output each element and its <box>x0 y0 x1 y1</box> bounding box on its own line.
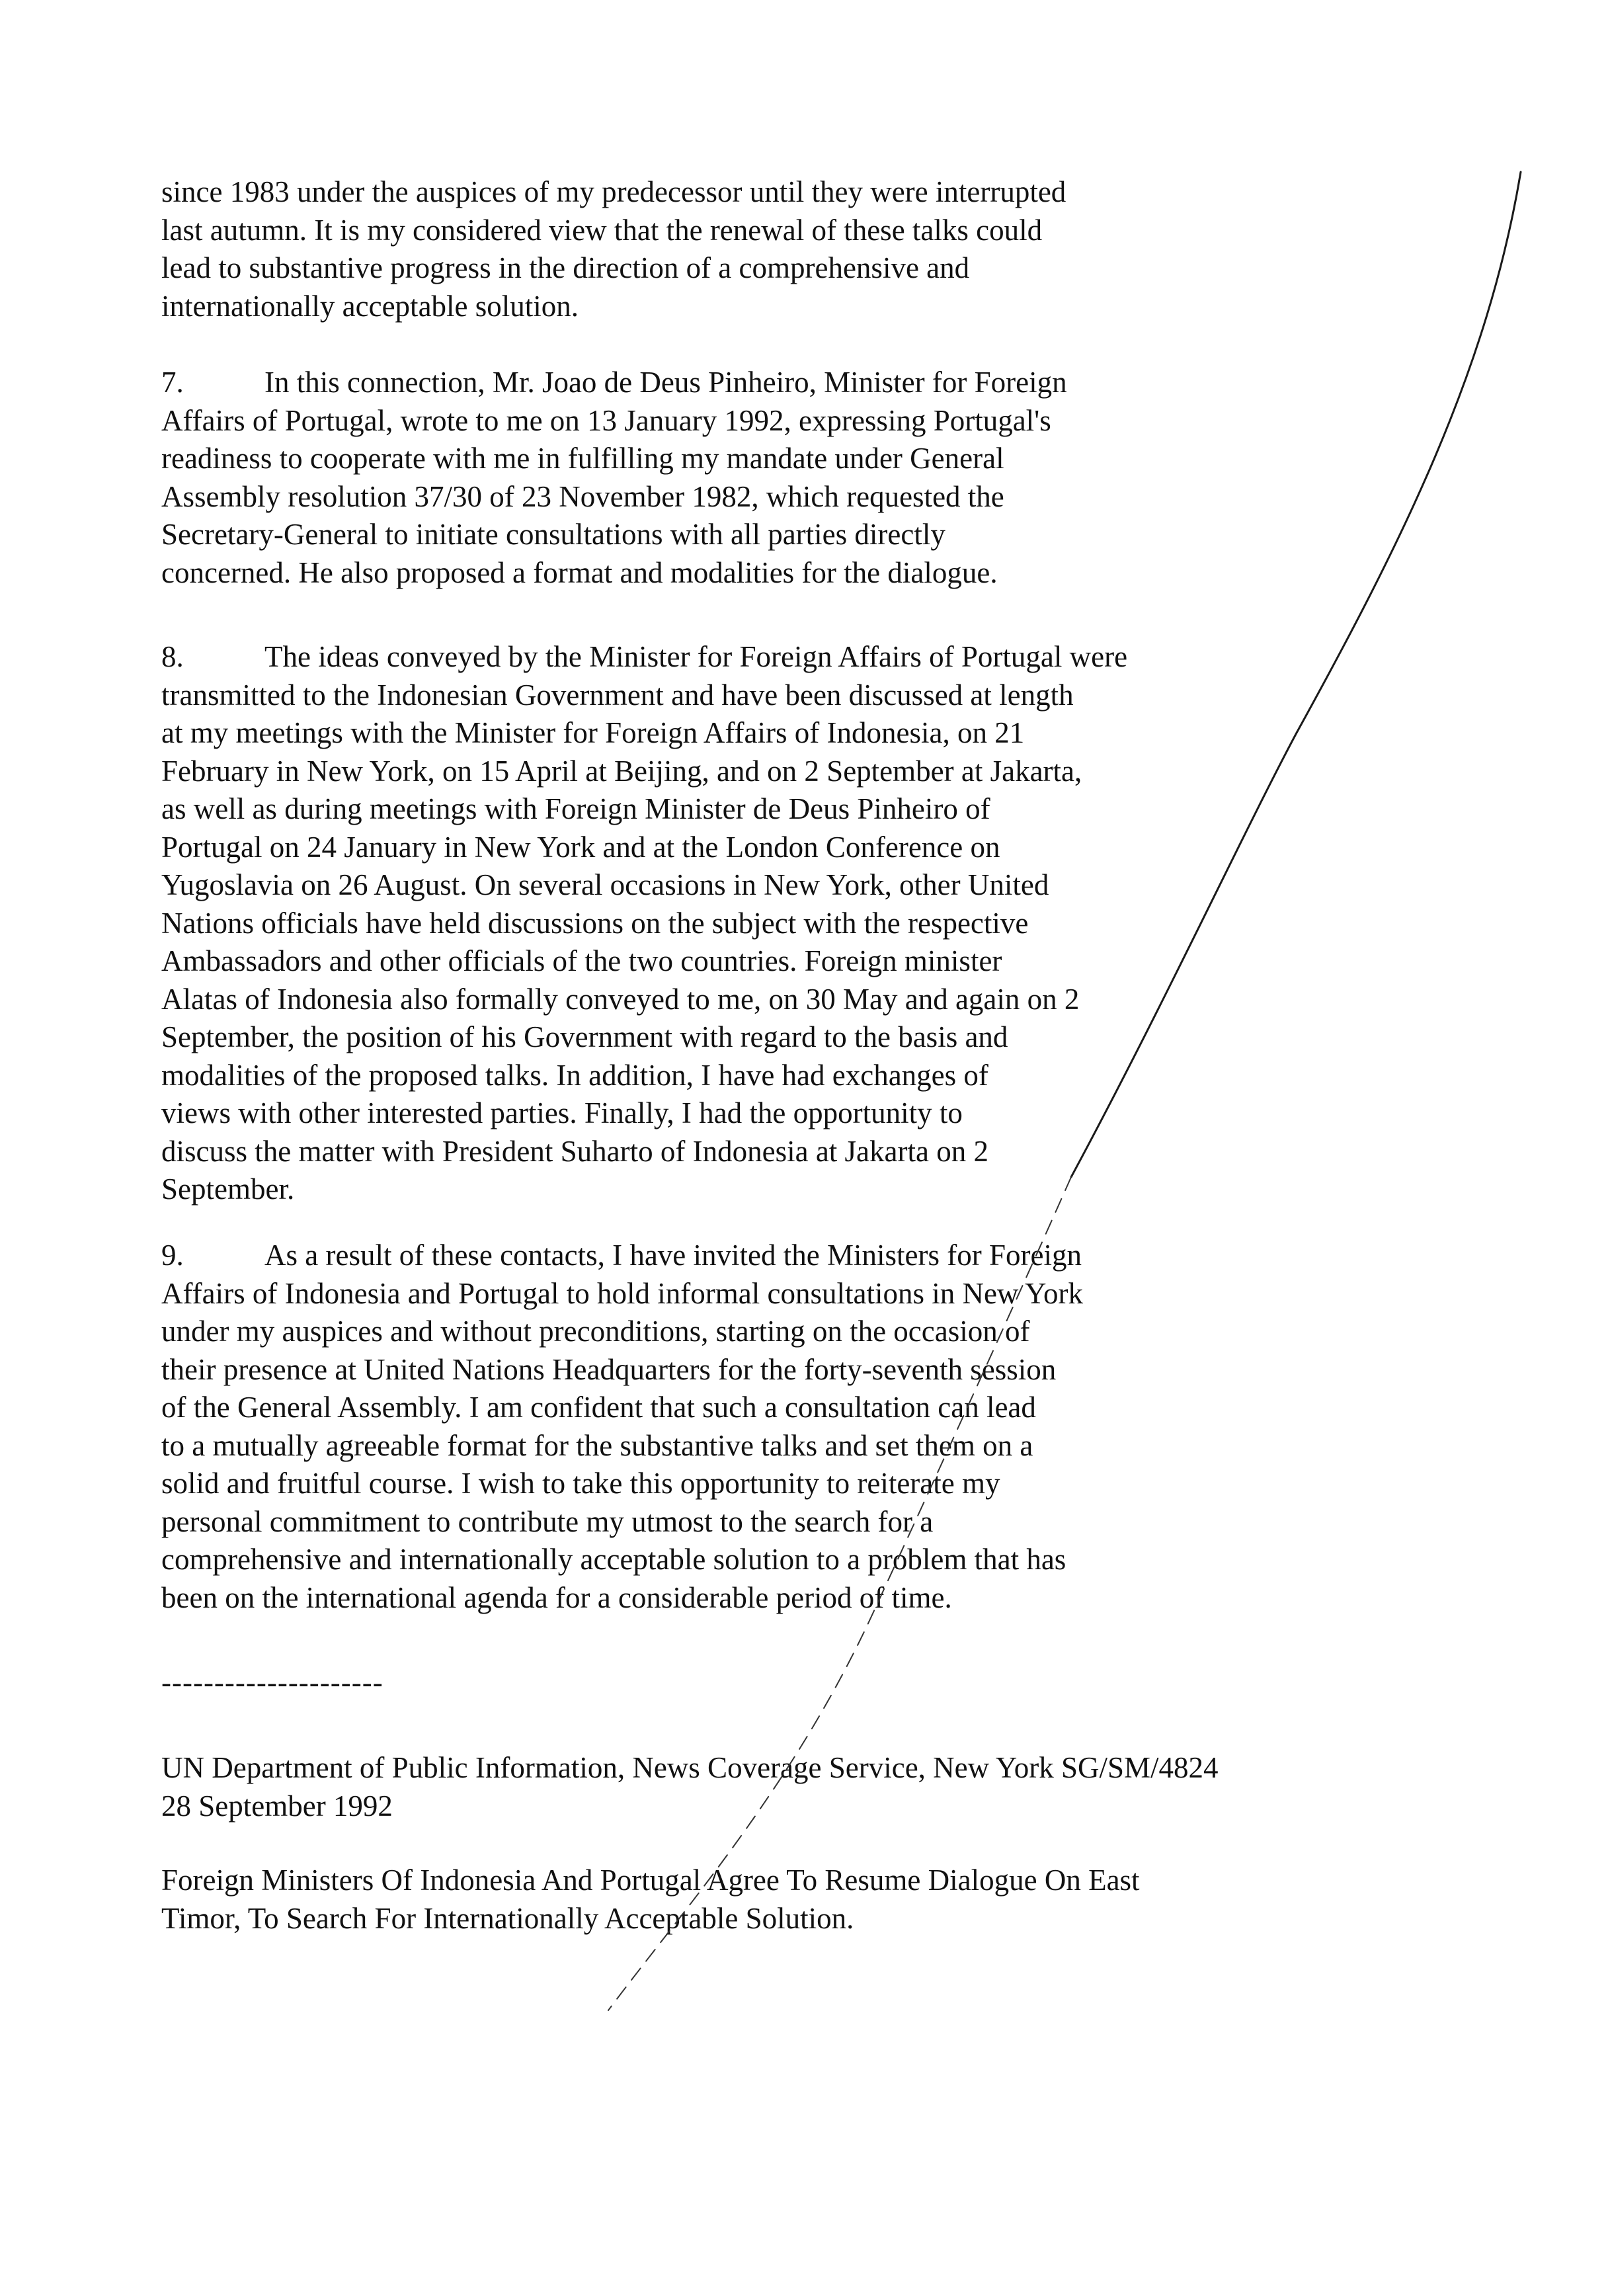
paragraph-line: Secretary-General to initiate consultations with all parties directly <box>161 518 945 551</box>
paragraph-8 <box>161 638 1418 1209</box>
paragraph-9 <box>161 1237 1418 1617</box>
paragraph-line: concerned. He also proposed a format and modalities for the dialogue. <box>161 555 998 589</box>
paragraph-line: transmitted to the Indonesian Government and have been discussed at length <box>161 678 1074 712</box>
paragraph-line: under my auspices and without preconditions, starting on the occasion of <box>161 1315 1030 1348</box>
paragraph-line: readiness to cooperate with me in fulfilling my mandate under General <box>161 442 1004 475</box>
paragraph-line: been on the international agenda for a considerable period of time. <box>161 1580 952 1614</box>
paragraph-6-end <box>161 173 1418 325</box>
source-date: 28 September 1992 <box>161 1789 393 1823</box>
paragraph-line: Assembly resolution 37/30 of 23 November 1982, which requested the <box>161 479 1004 513</box>
paragraph-line: Ambassadors and other officials of the two countries. Foreign minister <box>161 944 1002 977</box>
source-line: UN Department of Public Information, News Coverage Service, New York SG/SM/4824 <box>161 1751 1219 1784</box>
press-release-headline <box>161 1862 1418 1938</box>
paragraph-line: The ideas conveyed by the Minister for Foreign Affairs of Portugal were <box>264 640 1128 673</box>
paragraph-line: Affairs of Indonesia and Portugal to hold informal consultations in New York <box>161 1276 1083 1310</box>
paragraph-line: February in New York, on 15 April at Beijing, and on 2 September at Jakarta, <box>161 754 1082 788</box>
paragraph-line: to a mutually agreeable format for the substantive talks and set them on a <box>161 1428 1033 1462</box>
paragraph-line: modalities of the proposed talks. In addition, I have had exchanges of <box>161 1058 988 1092</box>
paragraph-line: Portugal on 24 January in New York and at the London Conference on <box>161 830 1000 864</box>
paragraph-line: September, the position of his Government with regard to the basis and <box>161 1020 1008 1053</box>
paragraph-line: Alatas of Indonesia also formally conveyed to me, on 30 May and again on 2 <box>161 982 1080 1016</box>
paragraph-line: views with other interested parties. Finally, I had the opportunity to <box>161 1096 963 1129</box>
paragraph-line: at my meetings with the Minister for Foreign Affairs of Indonesia, on 21 <box>161 716 1025 749</box>
paragraph-line: their presence at United Nations Headquarters for the forty-seventh session <box>161 1352 1057 1386</box>
paragraph-line: As a result of these contacts, I have invited the Ministers for Foreign <box>264 1239 1082 1272</box>
source-info <box>161 1749 1418 1825</box>
paragraph-line: solid and fruitful course. I wish to take this opportunity to reiterate my <box>161 1467 1000 1500</box>
paragraph-line: internationally acceptable solution. <box>161 289 579 323</box>
paragraph-line: as well as during meetings with Foreign Minister de Deus Pinheiro of <box>161 792 990 825</box>
paragraph-line: comprehensive and internationally acceptable solution to a problem that has <box>161 1543 1066 1576</box>
paragraph-line: Nations officials have held discussions on the subject with the respective <box>161 906 1029 940</box>
paragraph-line: of the General Assembly. I am confident that such a consultation can lead <box>161 1391 1036 1424</box>
headline-line: Timor, To Search For Internationally Acceptable Solution. <box>161 1901 854 1935</box>
paragraph-line: last autumn. It is my considered view that the renewal of these talks could <box>161 213 1043 247</box>
paragraph-line: since 1983 under the auspices of my predecessor until they were interrupted <box>161 175 1066 208</box>
paragraph-line: discuss the matter with President Suharto of Indonesia at Jakarta on 2 <box>161 1134 988 1168</box>
paragraph-line: personal commitment to contribute my utmost to the search for a <box>161 1504 934 1538</box>
paragraph-number: 8. <box>161 640 184 673</box>
paragraph-line: Yugoslavia on 26 August. On several occasions in New York, other United <box>161 868 1049 901</box>
paragraph-line: September. <box>161 1172 295 1206</box>
paragraph-number: 9. <box>161 1239 184 1272</box>
paragraph-line: Affairs of Portugal, wrote to me on 13 January 1992, expressing Portugal's <box>161 403 1051 437</box>
separator-line: --------------------- <box>161 1666 383 1699</box>
paragraph-line: In this connection, Mr. Joao de Deus Pinheiro, Minister for Foreign <box>264 366 1067 399</box>
paragraph-7 <box>161 364 1418 592</box>
paragraph-line: lead to substantive progress in the direction of a comprehensive and <box>161 251 970 284</box>
headline-line: Foreign Ministers Of Indonesia And Portugal Agree To Resume Dialogue On East <box>161 1864 1140 1897</box>
paragraph-number: 7. <box>161 366 184 399</box>
